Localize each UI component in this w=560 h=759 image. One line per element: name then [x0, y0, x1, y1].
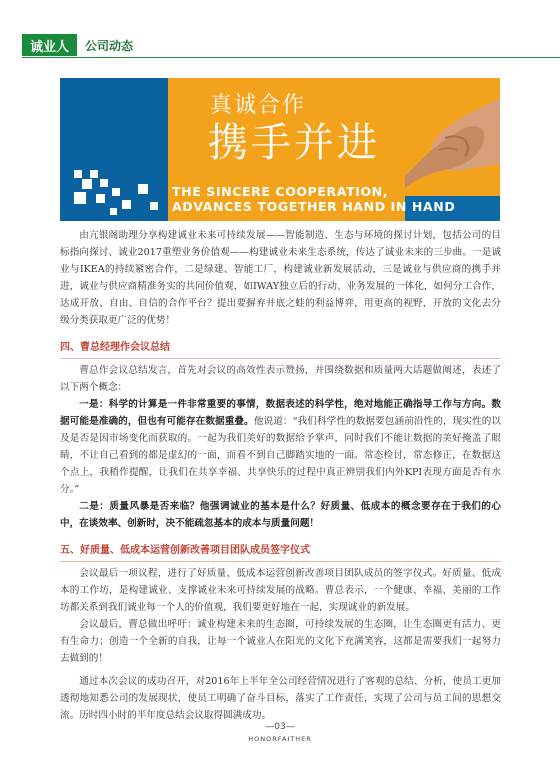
section4-paragraph2-quote: 他说道：“我们科学性的数据要包涵前沿性的，现实性的以及是否是因市场变化而获取的。一起为我们美好的数据给予掌声，同时我们不能让数据的美好掩盖了眼睛，不让自己看到的都是虚幻的一面，而看不到自己脚踏实地的一面。常态检讨，常态修正，在数据这个点上，我稍作提醒，让我们在共享幸福、共享快乐的过程中真正辨别我们内外KPI表现方面是否有水分。”: [60, 416, 502, 495]
banner-title-line1: 真诚合作: [210, 93, 307, 118]
banner-english-line1: THE SINCERE COOPERATION,: [172, 184, 389, 199]
mosaic-square: [138, 184, 148, 194]
mosaic-square: [82, 179, 92, 189]
banner-blue-block: [60, 78, 168, 221]
banner-title-line2: 携手并进: [208, 120, 380, 166]
section4-divider: [60, 358, 501, 359]
banner-english-text: [172, 184, 455, 214]
banner-image: [60, 78, 500, 221]
brand-label: 诚业人: [22, 34, 77, 56]
section5-paragraph1: 会议最后一项议程，进行了好质量、低成本运营创新改善项目团队成员的签字仪式。好质量、低成本的工作坊，是构建诚业、支撑诚业未来可持续发展的战略。曹总表示，一个健康、幸福、美丽的工作坊都关系到我们诚业每一个人的价值观，我们要更好地在一起，实现诚业的新发展。: [60, 568, 501, 613]
section5-divider: [60, 561, 501, 562]
mosaic-square: [96, 194, 105, 203]
page-header: [22, 34, 133, 56]
section4-paragraph1: 曹总作会议总结发言，首先对会议的高效性表示赞扬，并围绕数据和质量两大话题做阐述，表述了以下两个概念：: [60, 365, 501, 393]
section4-paragraph2: [60, 396, 501, 498]
mosaic-square: [74, 192, 86, 204]
mosaic-square: [150, 202, 158, 210]
intro-paragraph: 由亢银阁助理分享构建诚业未来可持续发展——智能制造、生态与环境的探讨计划，包括公司的目标指向探讨、诚业2017重塑业务价值观——构建诚业未来生态系统，传达了诚业未来的三步曲。一是诚业与IKEA的持续紧密合作，二是绿建、智能工厂，构建诚业新发展活动，三是诚业与供应商的携手并进，诚业与供应商精准务实的共同价值观，如IWAY独立后的行动、业务发展的一体化，如何分工合作，达成开放、自由、自信的合作平台？提出要摒弃井底之蛙的利益博弈，用更高的视野，开放的文化去分级分类获取更广泛的优势！: [60, 230, 501, 326]
mosaic-square: [112, 188, 120, 196]
section5-paragraph2: 会议最后，曹总做出呼吁：诚业构建未来的生态圈，可持续发展的生态圈，让生态圈更有活力、更有生命力；创造一个全新的自我，让每一个诚业人在阳光的文化下充满笑容，这都是需要我们一起努力去做到的！: [60, 619, 501, 664]
banner-english-line2: ADVANCES TOGETHER HAND IN HAND: [172, 199, 456, 214]
footer-brand: HONORFAITHER: [248, 735, 312, 743]
mosaic-square: [100, 179, 108, 187]
header-divider: [22, 57, 560, 58]
mosaic-square: [90, 170, 98, 178]
section5-title: 五、好质量、低成本运营创新改善项目团队成员签字仪式: [60, 545, 310, 556]
page-number: —03—: [265, 722, 295, 732]
mosaic-square: [74, 170, 82, 178]
section4-paragraph3: 二是：质量风暴是否来临？他强调诚业的基本是什么？好质量、低成本的概念要存在于我们的心中，在谈效率、创新时，决不能疏忽基本的成本与质量问题！: [60, 501, 501, 529]
section4-paragraph2-bold: 一是：科学的计算是一件非常重要的事情，数据表述的科学性，绝对地能正确指导工作与方向。数据可能是准确的，但也有可能存在数据重叠。: [60, 399, 501, 427]
mosaic-square: [122, 200, 131, 209]
section5-paragraph3: 通过本次会议的成功召开，对2016年上半年全公司经营情况进行了客观的总结、分析，使员工更加透彻地知悉公司的发展现状，使员工明确了奋斗目标，落实了工作责任，实现了公司与员工间的思想交流。历时四小时的半年度总结会议取得圆满成功。: [60, 676, 501, 721]
section4-title: 四、曹总经理作会议总结: [60, 342, 170, 353]
section-label: 公司动态: [85, 38, 134, 53]
article-body: [60, 227, 501, 724]
mosaic-square: [110, 208, 117, 215]
